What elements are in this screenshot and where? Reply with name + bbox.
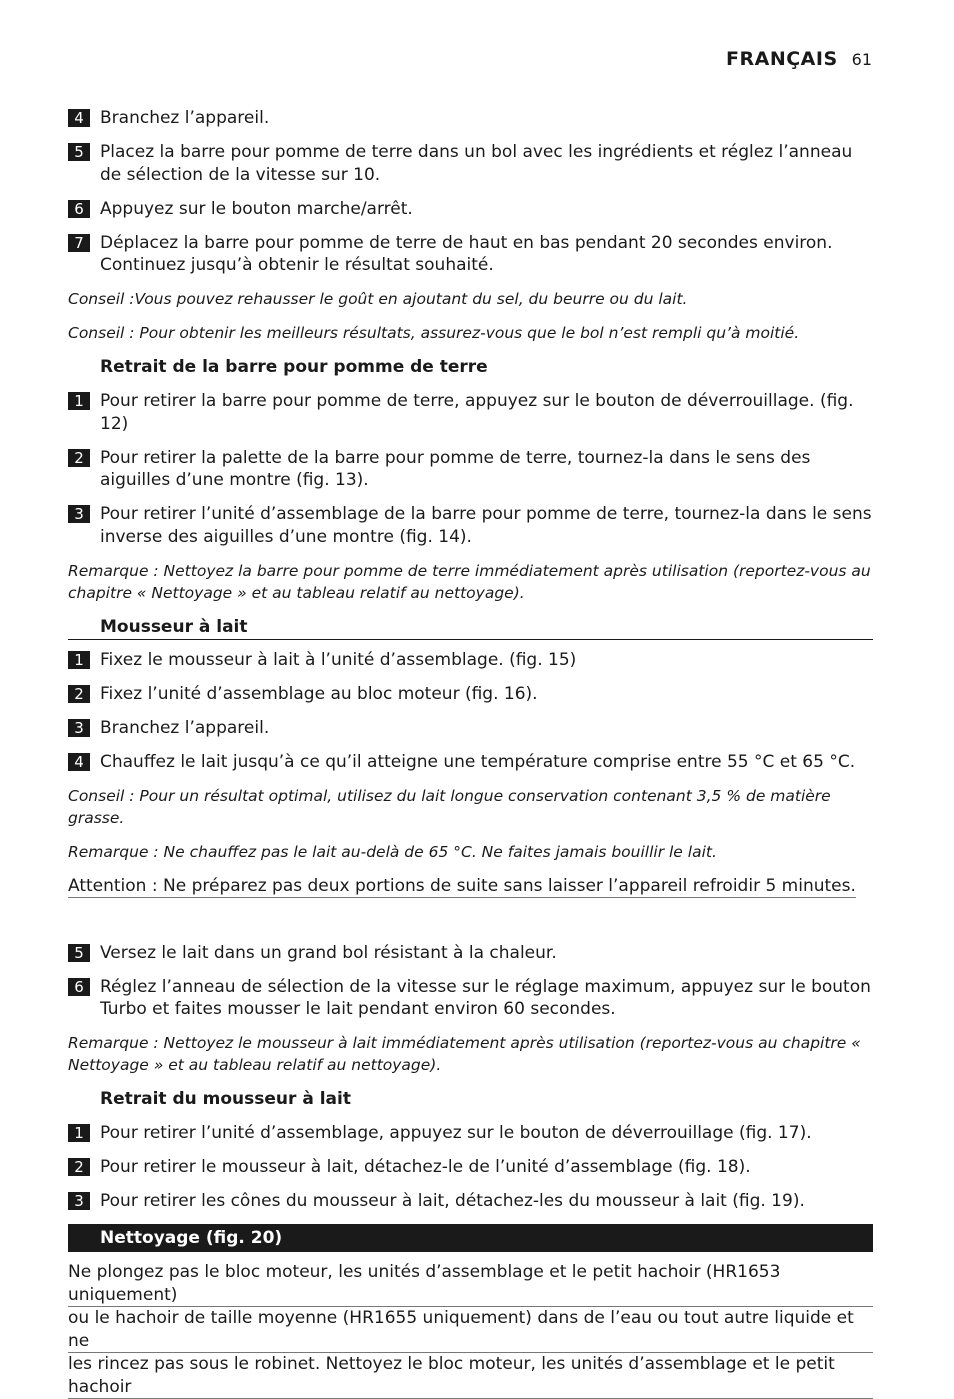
- step-text: Réglez l’anneau de sélection de la vitesse sur le réglage maximum, appuyez sur le bouton Turbo et faites mousser le lait pendant environ 60 secondes.: [100, 976, 871, 1019]
- step-item: [68, 1156, 873, 1179]
- step-number: 6: [68, 200, 90, 218]
- page-content: [68, 107, 873, 1399]
- page-number: 61: [851, 50, 872, 69]
- step-text: Fixez l’unité d’assemblage au bloc moteur (fig. 16).: [100, 683, 538, 704]
- tip-note: Conseil : Pour obtenir les meilleurs résultats, assurez-vous que le bol n’est rempli qu’à moitié.: [68, 324, 800, 342]
- step-item: [68, 751, 873, 774]
- paragraph-line: Ne plongez pas le bloc moteur, les unités d’assemblage et le petit hachoir (HR1653 uniquement): [68, 1261, 873, 1307]
- step-text: Chauffez le lait jusqu’à ce qu’il atteigne une température comprise entre 55 °C et 65 °C.: [100, 751, 856, 772]
- step-number: 6: [68, 978, 90, 996]
- step-text: Pour retirer les cônes du mousseur à lait, détachez-les du mousseur à lait (fig. 19).: [100, 1191, 805, 1211]
- remark-note: Remarque : Nettoyez le mousseur à lait immédiatement après utilisation (reportez-vous au chapitre « Nettoyage » et au tableau relatif au nettoyage).: [68, 1034, 861, 1074]
- step-text: Pour retirer l’unité d’assemblage de la barre pour pomme de terre, tournez-la dans le sens inverse des aiguilles d’une montre (fig. 14).: [100, 504, 872, 547]
- step-item: [68, 942, 873, 965]
- page-header: [726, 48, 872, 70]
- step-number: 1: [68, 392, 90, 410]
- attention-warning: [68, 875, 873, 897]
- step-item: [68, 447, 873, 492]
- step-item: [68, 1190, 873, 1213]
- step-text: Pour retirer la palette de la barre pour pomme de terre, tournez-la dans le sens des aiguilles d’une montre (fig. 13).: [100, 447, 811, 490]
- step-number: 3: [68, 719, 90, 737]
- language-label: FRANÇAIS: [726, 48, 838, 70]
- step-item: [68, 976, 873, 1021]
- step-number: 1: [68, 1124, 90, 1142]
- cleaning-warning-paragraph: [68, 1261, 873, 1399]
- step-text: Placez la barre pour pomme de terre dans un bol avec les ingrédients et réglez l’anneau de sélection de la vitesse sur 10.: [100, 142, 853, 185]
- step-text: Branchez l’appareil.: [100, 717, 270, 738]
- step-number: 4: [68, 753, 90, 771]
- step-item: [68, 503, 873, 548]
- step-item: [68, 649, 873, 672]
- step-number: 4: [68, 109, 90, 127]
- step-number: 3: [68, 1192, 90, 1210]
- step-number: 2: [68, 685, 90, 703]
- tip-note: Conseil : Pour un résultat optimal, utilisez du lait longue conservation contenant 3,5 % de matière grasse.: [68, 786, 831, 827]
- paragraph-line: les rincez pas sous le robinet. Nettoyez le bloc moteur, les unités d’assemblage et le petit hachoir: [68, 1353, 873, 1399]
- step-number: 5: [68, 143, 90, 161]
- step-number: 2: [68, 449, 90, 467]
- step-item: [68, 141, 873, 186]
- step-item: [68, 717, 873, 740]
- step-item: [68, 198, 873, 221]
- step-text: Pour retirer l’unité d’assemblage, appuyez sur le bouton de déverrouillage (fig. 17).: [100, 1123, 812, 1143]
- remark-note: Remarque : Ne chauffez pas le lait au-delà de 65 °C. Ne faites jamais bouillir le lait.: [68, 842, 717, 861]
- step-item: [68, 390, 873, 435]
- section-heading: Retrait de la barre pour pomme de terre: [100, 357, 488, 377]
- attention-text: Attention : Ne préparez pas deux portions de suite sans laisser l’appareil refroidir 5 minutes.: [68, 875, 856, 896]
- paragraph-line: ou le hachoir de taille moyenne (HR1655 uniquement) dans de l’eau ou tout autre liquide et ne: [68, 1307, 873, 1353]
- step-text: Pour retirer la barre pour pomme de terre, appuyez sur le bouton de déverrouillage. (fig. 12): [100, 391, 854, 434]
- step-text: Déplacez la barre pour pomme de terre de haut en bas pendant 20 secondes environ. Continuez jusqu’à obtenir le résultat souhaité.: [100, 232, 833, 275]
- step-number: 3: [68, 505, 90, 523]
- step-text: Versez le lait dans un grand bol résistant à la chaleur.: [100, 942, 557, 963]
- step-text: Appuyez sur le bouton marche/arrêt.: [100, 198, 413, 219]
- step-number: 1: [68, 651, 90, 669]
- section-heading: Retrait du mousseur à lait: [100, 1089, 351, 1109]
- step-number: 7: [68, 234, 90, 252]
- step-number: 2: [68, 1158, 90, 1176]
- step-text: Branchez l’appareil.: [100, 108, 270, 128]
- step-item: [68, 232, 873, 277]
- tip-note: Conseil :Vous pouvez rehausser le goût en ajoutant du sel, du beurre ou du lait.: [68, 290, 688, 308]
- step-number: 5: [68, 944, 90, 962]
- step-text: Pour retirer le mousseur à lait, détachez-le de l’unité d’assemblage (fig. 18).: [100, 1157, 751, 1177]
- remark-note: Remarque : Nettoyez la barre pour pomme de terre immédiatement après utilisation (reportez-vous au chapitre « Nettoyage » et au tableau relatif au nettoyage).: [68, 561, 871, 602]
- step-item: [68, 1122, 873, 1145]
- step-text: Fixez le mousseur à lait à l’unité d’assemblage. (fig. 15): [100, 649, 577, 670]
- step-item: [68, 107, 873, 130]
- cleaning-section-heading: Nettoyage (fig. 20): [68, 1224, 873, 1252]
- section-heading: Mousseur à lait: [68, 616, 873, 640]
- step-item: [68, 683, 873, 706]
